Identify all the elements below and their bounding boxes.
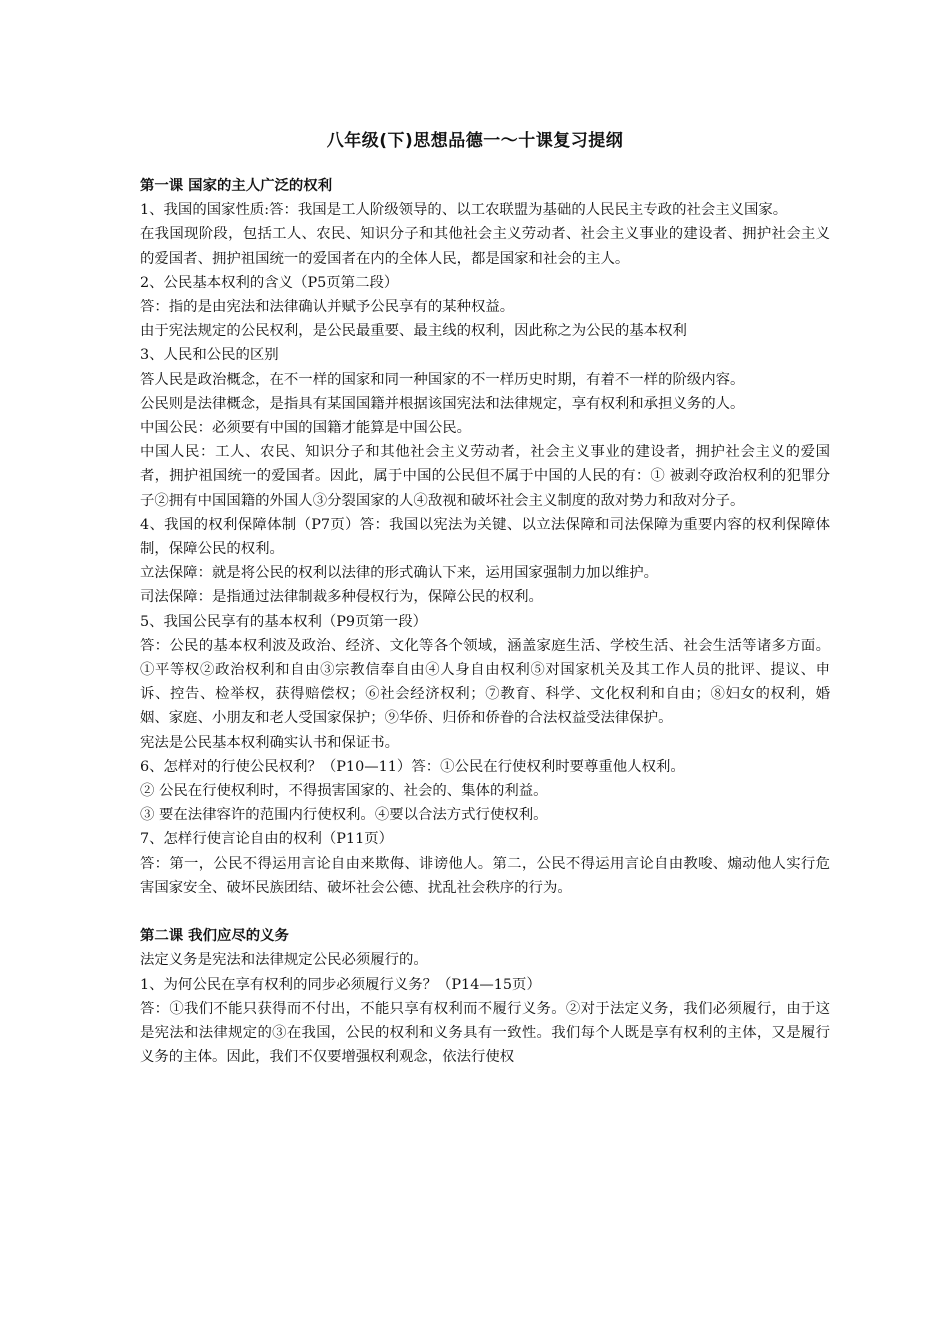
paragraph: 由于宪法规定的公民权利，是公民最重要、最主线的权利，因此称之为公民的基本权利 <box>140 323 687 340</box>
paragraph: 在我国现阶段，包括工人、农民、知识分子和其他社会主义劳动者、社会主义事业的建设者、拥护社会主义的爱国者、拥护祖国统一的爱国者在内的全体人民，都是国家和社会的主人。 <box>140 226 830 267</box>
paragraph: 答：指的是由宪法和法律确认并赋予公民享有的某种权益。 <box>140 299 515 316</box>
paragraph: 答：公民的基本权利波及政治、经济、文化等各个领域，涵盖家庭生活、学校生活、社会生活等诸多方面。①平等权②政治权利和自由③宗教信奉自由④人身自由权利⑤对国家机关及其工作人员的批评、提议、申诉、控告、检举权，获得赔偿权；⑥社会经济权利；⑦教育、科学、文化权利和自由；⑧妇女的权利，婚姻、家庭、小朋友和老人受国家保护；⑨华侨、归侨和侨眷的合法权益受法律保护。 <box>140 637 830 727</box>
section-lesson-1 <box>140 174 830 900</box>
section-heading: 第二课 我们应尽的义务 <box>140 928 289 945</box>
paragraph: 答：第一，公民不得运用言论自由来欺侮、诽谤他人。第二，公民不得运用言论自由教唆、煽动他人实行危害国家安全、破坏民族团结、破坏社会公德、扰乱社会秩序的行为。 <box>140 855 830 896</box>
paragraph: 立法保障：就是将公民的权利以法律的形式确认下来，运用国家强制力加以维护。 <box>140 565 659 582</box>
paragraph: 1、我国的国家性质:答：我国是工人阶级领导的、以工农联盟为基础的人民民主专政的社会主义国家。 <box>140 202 788 219</box>
paragraph: 法定义务是宪法和法律规定公民必须履行的。 <box>140 952 428 969</box>
paragraph: ② 公民在行使权利时，不得损害国家的、社会的、集体的利益。 <box>140 783 548 800</box>
paragraph: 答：①我们不能只获得而不付出，不能只享有权利而不履行义务。②对于法定义务，我们必须履行，由于这是宪法和法律规定的③在我国，公民的权利和义务具有一致性。我们每个人既是享有权利的主体，又是履行义务的主体。因此，我们不仅要增强权利观念，依法行使权 <box>140 1000 830 1066</box>
paragraph: 6、怎样对的行使公民权利？（P10—11）答：①公民在行使权利时要尊重他人权利。 <box>140 758 685 775</box>
paragraph: 4、我国的权利保障体制（P7页）答：我国以宪法为关键、以立法保障和司法保障为重要内容的权利保障体制，保障公民的权利。 <box>140 516 830 558</box>
paragraph: 宪法是公民基本权利确实认书和保证书。 <box>140 734 400 751</box>
paragraph: 中国公民：必须要有中国的国籍才能算是中国公民。 <box>140 420 471 437</box>
paragraph: 答人民是政治概念，在不一样的国家和同一种国家的不一样历史时期，有着不一样的阶级内容。 <box>140 371 745 388</box>
document-title: 八年级(下)思想品德一～十课复习提纲 <box>326 131 624 151</box>
paragraph: 7、怎样行使言论自由的权利（P11页） <box>140 831 394 848</box>
section-heading: 第一课 国家的主人广泛的权利 <box>140 178 333 194</box>
paragraph: 公民则是法律概念，是指具有某国国籍并根据该国宪法和法律规定，享有权利和承担义务的人。 <box>140 395 745 412</box>
paragraph: 1、为何公民在享有权利的同步必须履行义务？（P14—15页） <box>140 976 541 993</box>
paragraph: 5、我国公民享有的基本权利（P9页第一段） <box>140 613 428 630</box>
paragraph: 3、人民和公民的区别 <box>140 347 279 364</box>
paragraph: ③ 要在法律容许的范围内行使权利。④要以合法方式行使权利。 <box>140 807 548 824</box>
paragraph: 2、公民基本权利的含义（P5页第二段） <box>140 274 399 291</box>
section-lesson-2 <box>140 924 830 1069</box>
paragraph: 中国人民：工人、农民、知识分子和其他社会主义劳动者，社会主义事业的建设者，拥护社会主义的爱国者，拥护祖国统一的爱国者。因此，属于中国的公民但不属于中国的人民的有：① 被剥夺政治权利的犯罪分子②拥有中国国籍的外国人③分裂国家的人④敌视和破坏社会主义制度的敌对势力和敌对分子。 <box>140 444 830 509</box>
paragraph: 司法保障：是指通过法律制裁多种侵权行为，保障公民的权利。 <box>140 589 543 606</box>
document-body <box>140 174 830 1069</box>
